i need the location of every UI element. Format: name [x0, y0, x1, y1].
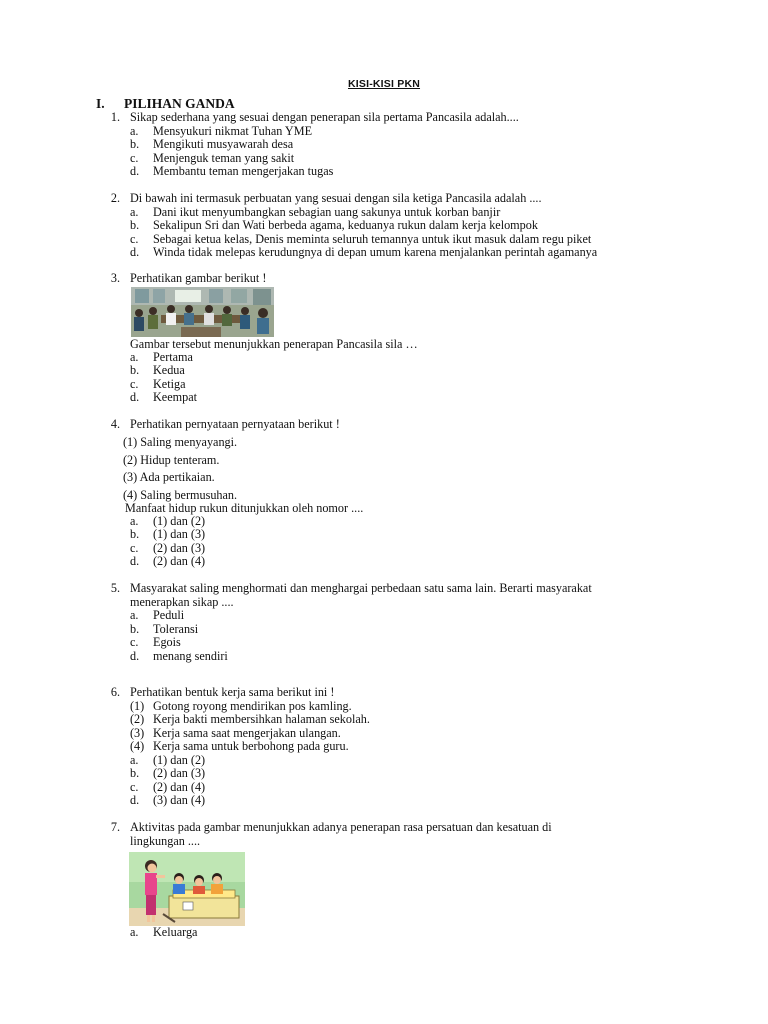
option-letter: d. — [130, 649, 140, 663]
option-text: menang sendiri — [153, 649, 228, 663]
option-letter: b. — [130, 766, 140, 780]
option-text: Mengikuti musyawarah desa — [153, 137, 294, 151]
option-letter: c. — [130, 635, 139, 649]
option-letter: a. — [130, 205, 139, 219]
option-letter: d. — [130, 793, 140, 807]
section-heading — [96, 97, 235, 111]
option-text: Kedua — [153, 363, 185, 377]
option-letter: a. — [130, 124, 139, 138]
question-text: Perhatikan pernyataan pernyataan berikut ! — [130, 417, 340, 431]
option-letter: b. — [130, 363, 140, 377]
section-label: PILIHAN GANDA — [124, 96, 235, 111]
document-title: KISI-KISI PKN — [347, 78, 421, 90]
option-letter: d. — [130, 164, 140, 178]
option-letter: a. — [130, 350, 139, 364]
section-number: I. — [96, 96, 105, 111]
option-text: Sebagai ketua kelas, Denis meminta seluruh temannya untuk ikut masuk dalam regu piket — [153, 232, 592, 246]
option-text: (1) dan (2) — [153, 514, 206, 528]
statement-number: (2) — [130, 712, 145, 726]
statement-text: Gotong royong mendirikan pos kamling. — [153, 699, 352, 713]
question-number: 2. — [110, 191, 120, 205]
question-number: 5. — [110, 581, 120, 595]
option-letter: b. — [130, 622, 140, 636]
question-text: Aktivitas pada gambar menunjukkan adanya penerapan rasa persatuan dan kesatuan di — [130, 820, 552, 834]
question-caption: Gambar tersebut menunjukkan penerapan Pancasila sila … — [130, 337, 418, 351]
option-letter: c. — [130, 377, 139, 391]
question-number: 4. — [110, 417, 120, 431]
option-letter: d. — [130, 245, 140, 259]
option-text: Mensyukuri nikmat Tuhan YME — [153, 124, 313, 138]
option-letter: d. — [130, 390, 140, 404]
option-text: Membantu teman mengerjakan tugas — [153, 164, 334, 178]
option-letter: c. — [130, 232, 139, 246]
option-text: (2) dan (4) — [153, 554, 206, 568]
statement-text: Kerja sama untuk berbohong pada guru. — [153, 739, 349, 753]
option-text: (2) dan (3) — [153, 766, 206, 780]
option-text: (2) dan (4) — [153, 780, 206, 794]
option-text: (1) dan (3) — [153, 527, 206, 541]
classroom-discussion-photo — [131, 287, 274, 337]
option-letter: a. — [130, 514, 139, 528]
question-number: 7. — [110, 820, 120, 834]
option-letter: c. — [130, 151, 139, 165]
option-letter: c. — [130, 780, 139, 794]
statement-item: (3) Ada pertikaian. — [123, 470, 215, 484]
statement-item: (2) Hidup tenteram. — [123, 453, 220, 467]
option-text: Egois — [153, 635, 181, 649]
option-text: Toleransi — [153, 622, 199, 636]
question-prompt: Manfaat hidup rukun ditunjukkan oleh nomor .... — [125, 501, 364, 515]
option-text: Dani ikut menyumbangkan sebagian uang sakunya untuk korban banjir — [153, 205, 501, 219]
statement-number: (4) — [130, 739, 145, 753]
option-text: Keempat — [153, 390, 197, 404]
option-text: Sekalipun Sri dan Wati berbeda agama, keduanya rukun dalam kerja kelompok — [153, 218, 538, 232]
option-letter: c. — [130, 541, 139, 555]
option-text: Ketiga — [153, 377, 186, 391]
question-text: Di bawah ini termasuk perbuatan yang sesuai dengan sila ketiga Pancasila adalah .... — [130, 191, 542, 205]
statement-text: Kerja bakti membersihkan halaman sekolah. — [153, 712, 370, 726]
option-letter: d. — [130, 554, 140, 568]
option-letter: a. — [130, 753, 139, 767]
option-letter: a. — [130, 925, 139, 939]
statement-number: (1) — [130, 699, 145, 713]
statement-item: (4) Saling bermusuhan. — [123, 488, 238, 502]
statement-text: Kerja sama saat mengerjakan ulangan. — [153, 726, 341, 740]
option-text: Keluarga — [153, 925, 198, 939]
question-text: Perhatikan gambar berikut ! — [130, 271, 267, 285]
question-text: Perhatikan bentuk kerja sama berikut ini ! — [130, 685, 335, 699]
statement-item: (1) Saling menyayangi. — [123, 435, 238, 449]
question-text: Masyarakat saling menghormati dan menghargai perbedaan satu sama lain. Berarti masyarakat — [130, 581, 592, 595]
option-text: Pertama — [153, 350, 193, 364]
question-text-continued: lingkungan .... — [130, 834, 201, 848]
option-letter: b. — [130, 218, 140, 232]
option-text: (2) dan (3) — [153, 541, 206, 555]
question-text-continued: menerapkan sikap .... — [130, 595, 234, 609]
option-text: (1) dan (2) — [153, 753, 206, 767]
option-letter: b. — [130, 527, 140, 541]
option-letter: a. — [130, 608, 139, 622]
question-number: 1. — [110, 110, 120, 124]
option-text: Winda tidak melepas kerudungnya di depan umum karena menjalankan perintah agamanya — [153, 245, 598, 259]
statement-number: (3) — [130, 726, 145, 740]
question-number: 3. — [110, 271, 120, 285]
option-text: Peduli — [153, 608, 185, 622]
question-number: 6. — [110, 685, 120, 699]
option-text: (3) dan (4) — [153, 793, 206, 807]
question-text: Sikap sederhana yang sesuai dengan penerapan sila pertama Pancasila adalah.... — [130, 110, 519, 124]
option-letter: b. — [130, 137, 140, 151]
option-text: Menjenguk teman yang sakit — [153, 151, 295, 165]
family-illustration — [129, 852, 245, 926]
